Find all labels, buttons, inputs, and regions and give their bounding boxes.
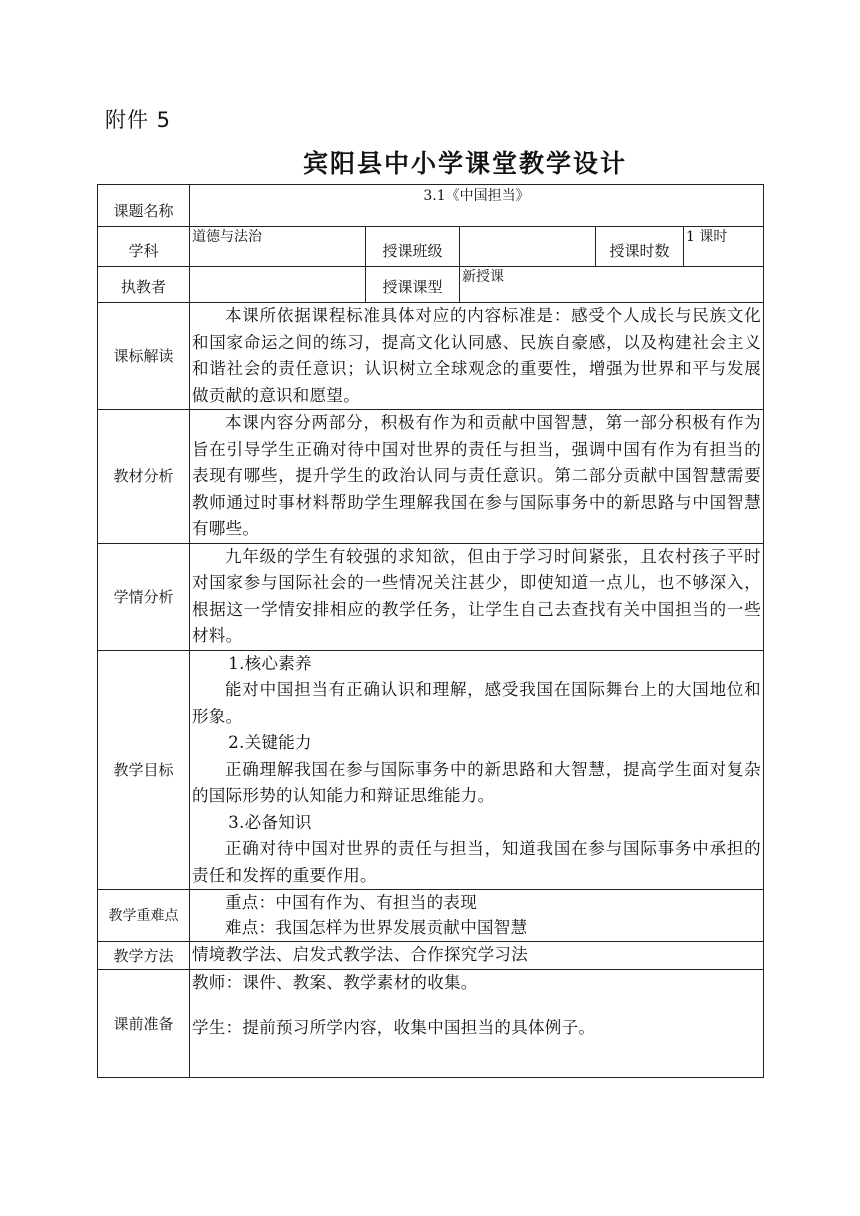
students-label: 学情分析 — [98, 543, 190, 650]
goal1-heading: 1.核心素养 — [228, 653, 312, 673]
attachment-label: 附件 5 — [105, 108, 172, 132]
standard-label: 课标解读 — [98, 303, 190, 410]
type-label: 授课课型 — [366, 267, 460, 303]
standard-text: 本课所依据课程标准具体对应的内容标准是：感受个人成长与民族文化和国家命运之间的练习，提高文化认同感、民族自豪感，以及构建社会主义和谐社会的责任意识；认识树立全球观念的重要性，增强为世界和平与发展做贡献的意识和愿望。 — [192, 306, 761, 405]
subject-value: 道德与法治 — [190, 227, 366, 267]
key-point-text: 重点：中国有作为、有担当的表现 — [225, 893, 477, 912]
students-text: 九年级的学生有较强的求知欲，但由于学习时间紧张，且农村孩子平时对国家参与国际社会的一些情况关注甚少，即使知道一点儿，也不够深入，根据这一学情安排相应的教学任务，让学生自己去查找有关中国担当的一些材料。 — [192, 546, 761, 645]
class-value — [460, 227, 596, 267]
goal1-text: 能对中国担当有正确认识和理解，感受我国在国际舞台上的大国地位和形象。 — [192, 680, 761, 726]
row-subject — [98, 227, 764, 267]
row-topic — [98, 185, 764, 227]
prep-teacher-text: 教师：课件、教案、教学素材的收集。 — [192, 973, 478, 992]
goal2-text: 正确理解我国在参与国际事务中的新思路和大智慧，提高学生面对复杂的国际形势的认知能力和辩证思维能力。 — [192, 759, 761, 805]
subject-label: 学科 — [98, 227, 190, 267]
topic-label: 课题名称 — [98, 185, 190, 227]
row-methods — [98, 942, 764, 970]
goal3-text: 正确对待中国对世界的责任与担当，知道我国在参与国际事务中承担的责任和发挥的重要作用。 — [192, 839, 761, 885]
goal2-heading: 2.关键能力 — [228, 733, 312, 752]
teacher-value — [190, 267, 366, 303]
row-students — [98, 543, 764, 650]
type-value: 新授课 — [460, 267, 764, 303]
textbook-label: 教材分析 — [98, 410, 190, 544]
prep-label: 课前准备 — [98, 970, 190, 1078]
methods-label: 教学方法 — [98, 942, 190, 970]
hours-label: 授课时数 — [596, 227, 684, 267]
textbook-text: 本课内容分两部分，积极有作为和贡献中国智慧，第一部分积极有作为旨在引导学生正确对待中国对世界的责任与担当，强调中国有作为有担当的表现有哪些，提升学生的政治认同与责任意识。第二部分贡献中国智慧需要教师通过时事材料帮助学生理解我国在参与国际事务中的新思路与中国智慧有哪些。 — [192, 413, 761, 538]
page-title: 宾阳县中小学课堂教学设计 — [302, 149, 627, 178]
topic-value: 3.1《中国担当》 — [190, 185, 764, 227]
row-keypoints — [98, 890, 764, 942]
lesson-design-table — [97, 184, 764, 1078]
prep-student-text: 学生：提前预习所学内容，收集中国担当的具体例子。 — [192, 1017, 596, 1037]
row-prep — [98, 970, 764, 1078]
row-goals — [98, 650, 764, 890]
row-standard — [98, 303, 764, 410]
difficult-point-text: 难点：我国怎样为世界发展贡献中国智慧 — [225, 918, 528, 937]
hours-value: 1 课时 — [684, 227, 764, 267]
goal3-heading: 3.必备知识 — [228, 812, 312, 832]
class-label: 授课班级 — [366, 227, 460, 267]
goals-label: 教学目标 — [98, 650, 190, 890]
keypoints-label: 教学重难点 — [98, 890, 190, 942]
row-teacher — [98, 267, 764, 303]
teacher-label: 执教者 — [98, 267, 190, 303]
methods-text: 情境教学法、启发式教学法、合作探究学习法 — [192, 945, 528, 964]
row-textbook — [98, 410, 764, 544]
